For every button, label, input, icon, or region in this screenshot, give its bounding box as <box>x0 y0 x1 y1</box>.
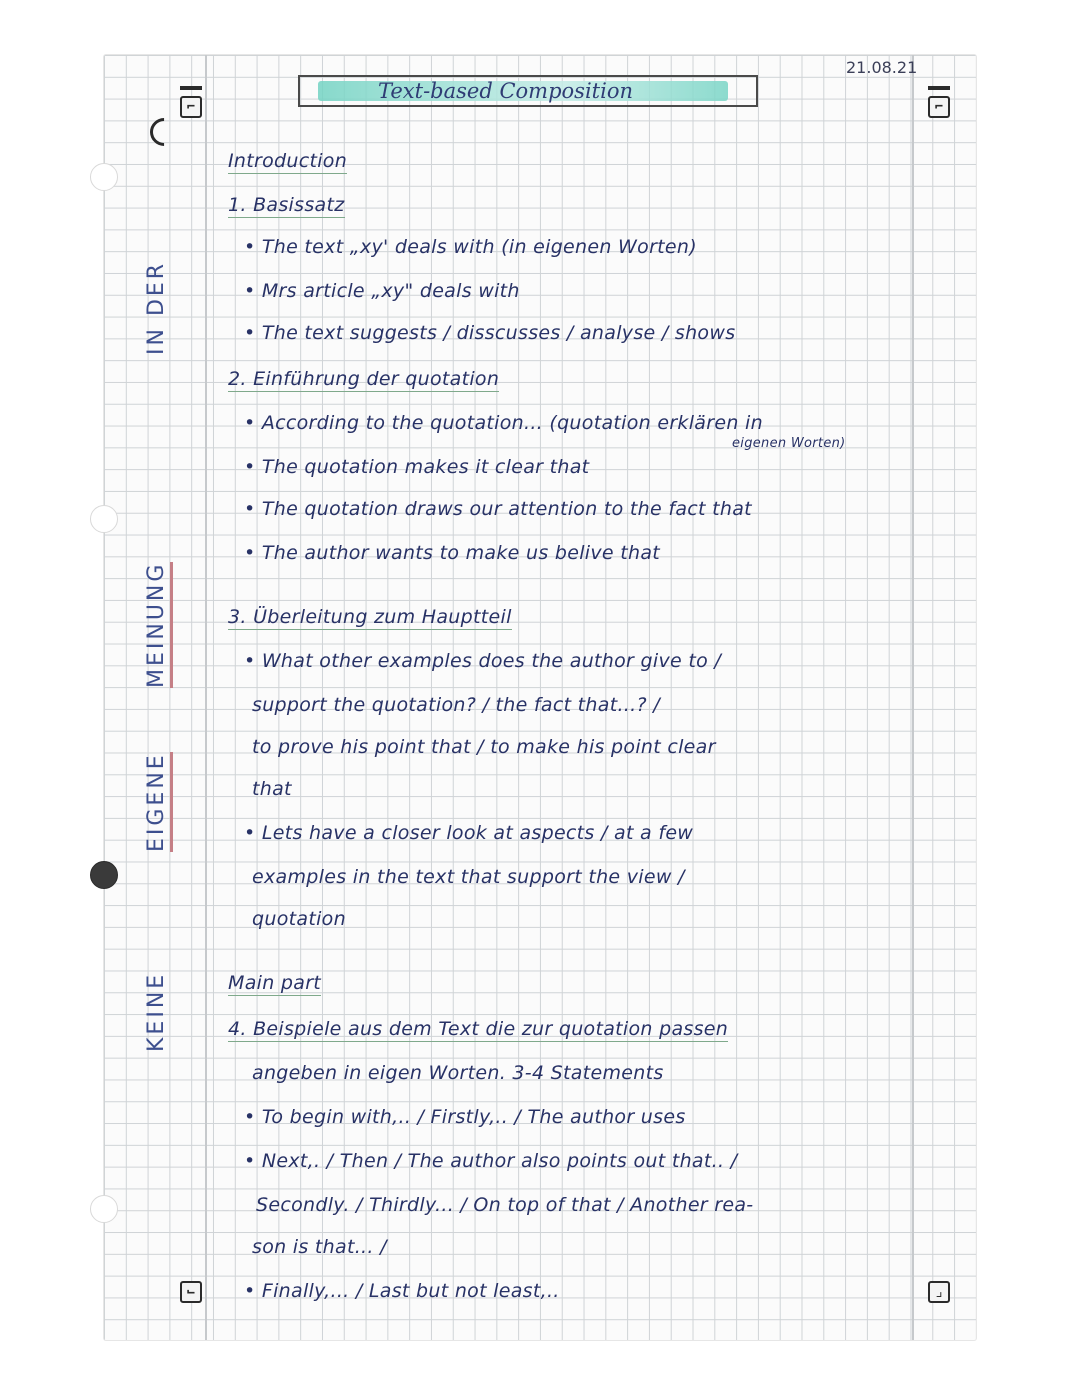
section-2-line: • The quotation makes it clear that <box>244 456 590 478</box>
corner-clip-icon: ⌙ <box>180 1281 202 1303</box>
corner-clip-icon: ⌟ <box>928 1281 950 1303</box>
section-2-line: • According to the quotation... (quotation erklären in <box>244 412 763 434</box>
section-2-heading: 2. Einführung der quotation <box>228 368 500 390</box>
left-margin-line <box>205 55 207 1340</box>
corner-clip-bar <box>180 86 202 90</box>
margin-label-meinung: MEINUNG <box>144 562 169 688</box>
section-3-heading: 3. Überleitung zum Hauptteil <box>228 606 512 628</box>
section-1-line: • The text „xy' deals with (in eigenen Worten) <box>244 236 697 258</box>
corner-clip-icon: ⌐ <box>928 96 950 118</box>
margin-label-in-der: IN DER <box>144 260 169 355</box>
section-3-line: quotation <box>252 908 346 930</box>
punch-hole <box>90 163 118 191</box>
section-2-line: • The author wants to make us belive that <box>244 542 661 564</box>
section-2-line: • The quotation draws our attention to the fact that <box>244 498 752 520</box>
corner-clip-icon: ⌐ <box>180 96 202 118</box>
margin-label-keine: KEINE <box>144 971 169 1052</box>
section-3-line: • Lets have a closer look at aspects / at a few <box>244 822 694 844</box>
page-title: Text-based Composition <box>378 79 633 103</box>
heading-introduction: Introduction <box>228 150 348 172</box>
section-1-line: • The text suggests / disscusses / analyse / shows <box>244 322 736 344</box>
punch-hole <box>90 1195 118 1223</box>
section-4-line: angeben in eigen Worten. 3-4 Statements <box>252 1062 664 1084</box>
section-3-line: that <box>252 778 292 800</box>
section-4-line: Secondly. / Thirdly... / On top of that / Another rea- <box>256 1194 754 1216</box>
section-3-line: support the quotation? / the fact that...? / <box>252 694 660 716</box>
punch-hole <box>90 505 118 533</box>
date: 21.08.21 <box>846 58 918 77</box>
section-4-line: • To begin with,.. / Firstly,.. / The author uses <box>244 1106 686 1128</box>
section-3-line: • What other examples does the author give to / <box>244 650 722 672</box>
section-4-line: • Next,. / Then / The author also points out that.. / <box>244 1150 738 1172</box>
section-1-heading: 1. Basissatz <box>228 194 345 216</box>
margin-label-eigene: EIGENE <box>144 752 169 852</box>
punch-hole <box>90 861 118 889</box>
section-1-line: • Mrs article „xy" deals with <box>244 280 520 302</box>
section-2-note: eigenen Worten) <box>732 436 846 451</box>
section-4-heading: 4. Beispiele aus dem Text die zur quotation passen <box>228 1018 729 1040</box>
section-3-line: to prove his point that / to make his point clear <box>252 736 716 758</box>
title-box <box>298 75 758 107</box>
section-4-line: son is that... / <box>252 1236 387 1258</box>
section-4-line: • Finally,... / Last but not least,.. <box>244 1280 560 1302</box>
right-margin-line <box>912 55 914 1340</box>
corner-clip-bar <box>928 86 950 90</box>
section-3-line: examples in the text that support the view / <box>252 866 685 888</box>
heading-main-part: Main part <box>228 972 322 994</box>
